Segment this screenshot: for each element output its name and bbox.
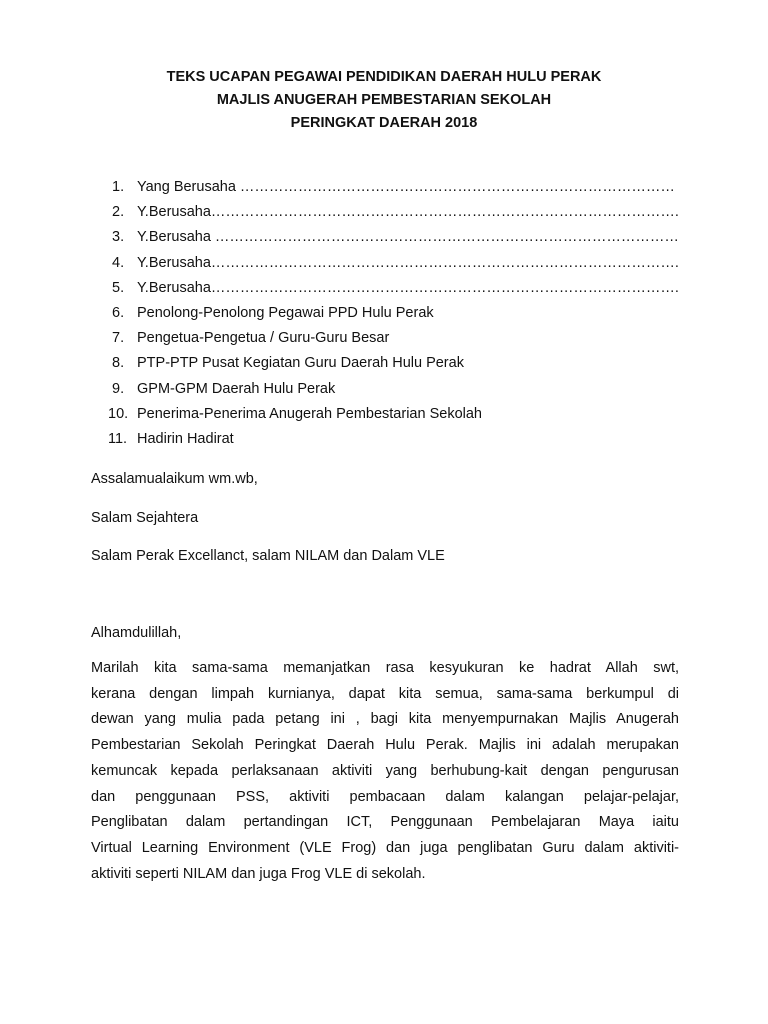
paragraph-line: aktiviti seperti NILAM dan juga Frog VLE di sekolah. (91, 865, 426, 882)
paragraph-line: Penglibatan dalam pertandingan ICT, Penggunaan Pembelajaran Maya iaitu (91, 814, 679, 831)
paragraph-line: kemuncak kepada perlaksanaan aktiviti yang berhubung-kait dengan pengurusan (91, 762, 679, 779)
item-text: Y.Berusaha……………………………………………………………………………………. (137, 279, 679, 296)
item-text: Yang Berusaha ……………………………………………………………………………… (137, 179, 675, 195)
salutation-list (108, 175, 679, 452)
item-number: 1. (112, 179, 125, 195)
salutation-item (112, 175, 679, 200)
item-text: Y.Berusaha……………………………………………………………………………………. (137, 254, 679, 271)
body-paragraph (91, 656, 679, 887)
greeting-assalamualaikum: Assalamualaikum wm.wb, (91, 471, 258, 487)
item-number: 3. (112, 229, 125, 246)
salutation-item (108, 427, 679, 452)
salutation-item (112, 276, 679, 301)
salutation-item (112, 377, 679, 402)
item-number: 7. (112, 330, 125, 347)
item-text: Penerima-Penerima Anugerah Pembestarian Sekolah (137, 405, 482, 422)
item-text: Y.Berusaha …………………………………………………………………………………… (137, 229, 679, 246)
item-text: Pengetua-Pengetua / Guru-Guru Besar (137, 330, 390, 347)
paragraph-line: dan penggunaan PSS, aktiviti pembacaan dalam kalangan pelajar-pelajar, (91, 788, 679, 805)
item-number: 2. (112, 204, 125, 221)
item-number: 9. (112, 380, 125, 397)
item-text: Y.Berusaha……………………………………………………………………………………. (137, 204, 679, 221)
salutation-item (112, 301, 679, 326)
title-line: TEKS UCAPAN PEGAWAI PENDIDIKAN DAERAH HULU PERAK (166, 69, 602, 85)
salutation-item (108, 402, 679, 427)
item-number: 11. (108, 430, 128, 447)
greeting-salam-sejahtera: Salam Sejahtera (91, 510, 199, 526)
title-line: PERINGKAT DAERAH 2018 (290, 115, 478, 131)
salutation-item (112, 200, 679, 225)
item-text: Hadirin Hadirat (137, 430, 234, 447)
document-title (60, 66, 708, 135)
item-number: 8. (112, 355, 125, 372)
salutation-item (112, 251, 679, 276)
opening-alhamdulillah: Alhamdulillah, (91, 625, 182, 641)
salutation-item (112, 225, 679, 250)
item-number: 5. (112, 279, 125, 296)
paragraph-line: dewan yang mulia pada petang ini , bagi kita menyempurnakan Majlis Anugerah (91, 711, 679, 728)
paragraph-line: Marilah kita sama-sama memanjatkan rasa kesyukuran ke hadrat Allah swt, (91, 660, 679, 676)
paragraph-line: kerana dengan limpah kurnianya, dapat kita semua, sama-sama berkumpul di (91, 685, 679, 702)
greeting-salam-perak: Salam Perak Excellanct, salam NILAM dan Dalam VLE (91, 548, 445, 564)
salutation-item (112, 351, 679, 376)
title-line: MAJLIS ANUGERAH PEMBESTARIAN SEKOLAH (216, 92, 552, 108)
item-text: GPM-GPM Daerah Hulu Perak (137, 380, 336, 397)
item-number: 4. (112, 254, 125, 271)
item-text: PTP-PTP Pusat Kegiatan Guru Daerah Hulu Perak (137, 355, 464, 372)
item-number: 6. (112, 304, 125, 321)
paragraph-line: Pembestarian Sekolah Peringkat Daerah Hulu Perak. Majlis ini adalah merupakan (91, 737, 679, 754)
item-text: Penolong-Penolong Pegawai PPD Hulu Perak (137, 304, 434, 321)
salutation-item (112, 326, 679, 351)
paragraph-line: Virtual Learning Environment (VLE Frog) dan juga penglibatan Guru dalam aktiviti- (91, 839, 679, 856)
item-number: 10. (108, 405, 129, 422)
